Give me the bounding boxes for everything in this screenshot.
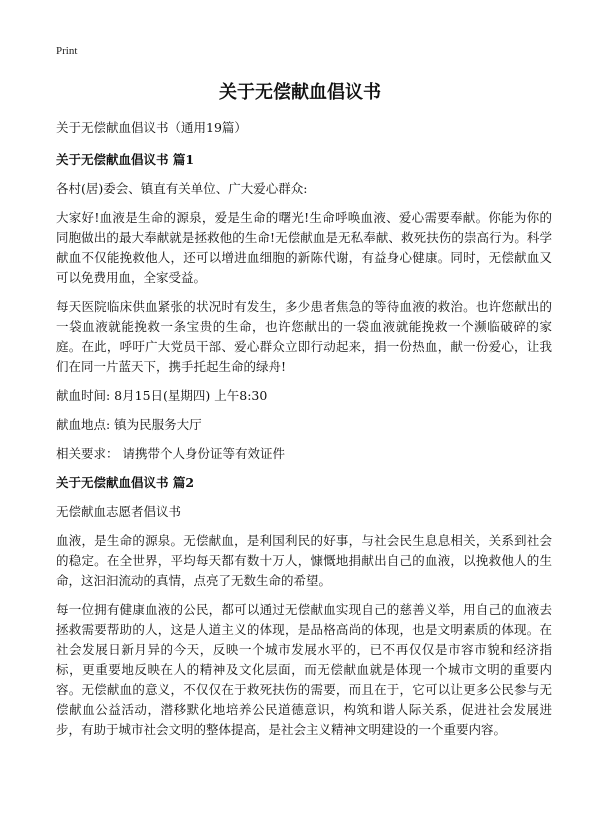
document-body <box>56 118 552 749</box>
paragraph: 每一位拥有健康血液的公民，都可以通过无偿献血实现自己的慈善义举，用自己的血液去拯救需要帮助的人，这是人道主义的体现，是品格高尚的体现，也是文明素质的体现。在社会发展日新月异的今天，反映一个城市发展水平的，已不再仅仅是市容市貌和经济指标，更重要地反映在人的精神及文化层面，而无偿献血就是体现一个城市文明的重要内容。无偿献血的意义，不仅仅在于救死扶伤的需要，而且在于，它可以让更多公民参与无偿献血公益活动，潜移默化地培养公民道德意识，构筑和谐人际关系，促进社会发展进步，有助于城市社会文明的整体提高，是社会主义精神文明建设的一个重要内容。 <box>56 602 552 737</box>
print-link[interactable]: Print <box>56 45 78 57</box>
page-title: 关于无偿献血倡议书 <box>219 82 381 103</box>
donation-requirements: 相关要求： 请携带个人身份证等有效证件 <box>56 446 285 461</box>
section-subtitle: 无偿献血志愿者倡议书 <box>56 504 182 519</box>
donation-location: 献血地点: 镇为民服务大厅 <box>56 417 202 432</box>
document-subtitle: 关于无偿献血倡议书（通用19篇） <box>56 120 247 135</box>
paragraph: 大家好!血液是生命的源泉，爱是生命的曙光!生命呼唤血液、爱心需要奉献。你能为你的同胞做出的最大奉献就是拯救他的生命!无偿献血是无私奉献、救死扶伤的崇高行为。科学献血不仅能挽救他人，还可以增进血细胞的新陈代谢，有益身心健康。同时，无偿献血又可以免费用血，全家受益。 <box>56 210 552 285</box>
section-heading-1: 关于无偿献血倡议书 篇1 <box>56 152 195 167</box>
donation-time: 献血时间: 8月15日(星期四) 上午8:30 <box>56 388 268 403</box>
paragraph: 每天医院临床供血紧张的状况时有发生，多少患者焦急的等待血液的救治。也许您献出的一袋血液就能挽救一条宝贵的生命，也许您献出的一袋血液就能挽救一个濒临破碎的家庭。在此，呼吁广大党员干部、爱心群众立即行动起来，捐一份热血，献一份爱心，让我们在同一片蓝天下，携手托起生命的绿舟! <box>56 299 552 374</box>
salutation: 各村(居)委会、镇直有关单位、广大爱心群众: <box>56 181 308 196</box>
section-heading-2: 关于无偿献血倡议书 篇2 <box>56 475 195 490</box>
paragraph: 血液，是生命的源泉。无偿献血，是利国利民的好事，与社会民生息息相关，关系到社会的稳定。在全世界，平均每天都有数十万人，慷慨地捐献出自己的血液，以挽救他人的生命，这汩汩流动的真情，点亮了无数生命的希望。 <box>56 533 552 588</box>
